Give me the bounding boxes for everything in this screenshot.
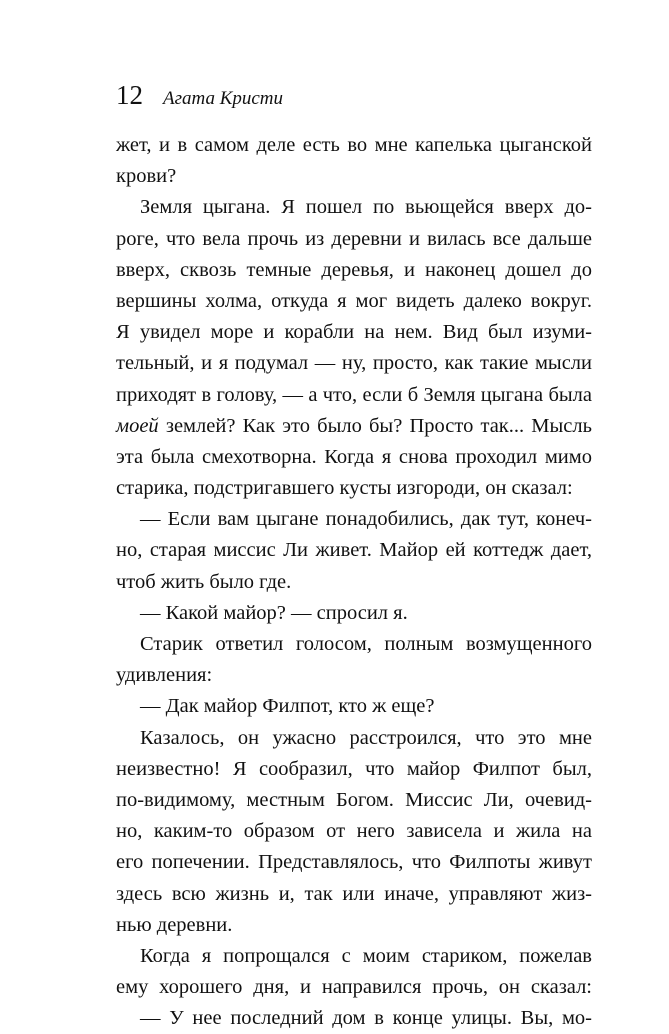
text-line: Казалось, он ужасно расстроился, что это мне (140, 726, 592, 749)
text-line: но, старая миссис Ли живет. Майор ей коттедж дает, (116, 539, 592, 562)
text-line: но, каким-то образом от него зависела и жила на (116, 820, 592, 843)
text-line: — У нее последний дом в конце улицы. Вы, мо- (140, 1007, 592, 1030)
text-line: вверх, сквозь темные деревья, и наконец дошел до (116, 258, 592, 281)
text-line: по-видимому, местным Богом. Миссис Ли, очевид- (116, 788, 592, 811)
text-line: Старик ответил голосом, полным возмущенного (140, 633, 592, 655)
text-line-rest: землей? Как это было бы? Просто так... Мысль (158, 414, 592, 437)
text-line: чтоб жить было где. (116, 570, 292, 593)
page-number: 12 (116, 80, 143, 110)
page-header (116, 80, 283, 114)
text-line: приходят в голову, — а что, если б Земля цыгана была (116, 383, 592, 406)
text-line: нью деревни. (116, 913, 233, 936)
body-text (116, 130, 592, 1034)
text-line: — Какой майор? — спросил я. (140, 601, 408, 624)
text-line: Земля цыгана. Я пошел по вьющейся вверх до- (140, 196, 592, 219)
text-line (116, 411, 592, 442)
text-line: жет, и в самом деле есть во мне капелька цыганской (116, 134, 592, 156)
text-line: Я увидел море и корабли на нем. Вид был изуми- (116, 321, 592, 344)
text-line: удивления: (116, 664, 213, 687)
text-line: крови? (116, 165, 177, 188)
text-line: роге, что вела прочь из деревни и вилась все дальше (116, 227, 592, 250)
text-line: эта была смехотворна. Когда я снова проходил мимо (116, 445, 592, 468)
text-line: его попечении. Представлялось, что Филпоты живут (116, 851, 592, 874)
text-line: здесь всю жизнь и, так или иначе, управляют жиз- (116, 882, 592, 905)
text-line: Когда я попрощался с моим стариком, пожелав (140, 944, 592, 967)
text-line: вершины холма, откуда я мог видеть далеко вокруг. (116, 289, 592, 312)
text-line: ему хорошего дня, и направился прочь, он сказал: (116, 976, 592, 999)
text-line: неизвестно! Я сообразил, что майор Филпот был, (116, 757, 592, 780)
emphasized-word: моей (116, 414, 159, 437)
text-line: старика, подстригавшего кусты изгороди, он сказал: (116, 477, 573, 500)
text-line: — Если вам цыгане понадобились, дак тут, конеч- (140, 508, 592, 531)
text-line: — Дак майор Филпот, кто ж еще? (140, 695, 435, 718)
running-title: Агата Кристи (163, 88, 283, 109)
text-line: тельный, и я подумал — ну, просто, как такие мысли (116, 352, 592, 375)
